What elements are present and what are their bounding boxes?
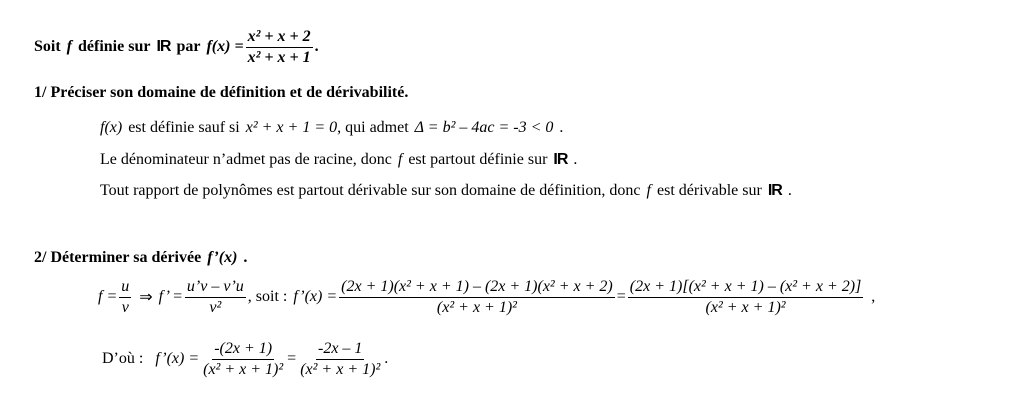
equals-sign: = xyxy=(616,288,626,306)
q2-rule-line xyxy=(98,278,875,316)
intro-numerator: x² + x + 2 xyxy=(246,28,313,48)
rule-f-eq: f = xyxy=(98,288,118,306)
quotient-rule-denominator: v² xyxy=(209,298,222,316)
intro-denominator: x² + x + 1 xyxy=(247,48,311,66)
intro-par: par xyxy=(176,38,201,56)
intro-line xyxy=(34,28,319,66)
result-denominator-2: (x² + x + 1)² xyxy=(300,360,381,378)
intro-fraction xyxy=(246,28,313,66)
rule-end: , xyxy=(871,288,876,306)
u-over-v-fraction xyxy=(119,278,131,316)
intro-lead: Soit xyxy=(34,38,61,56)
q1-line2-text2: est partout définie sur xyxy=(408,151,548,168)
q1-line3-text2: est dérivable sur xyxy=(656,182,762,199)
intro-defined-on: définie sur xyxy=(78,38,151,56)
q1-line2-end: . xyxy=(573,151,578,168)
intro-end: . xyxy=(314,38,319,56)
q1-line2 xyxy=(100,151,577,169)
q2-heading-func: f’(x) xyxy=(207,249,238,266)
derivative-numerator-1: (2x + 1)(x² + x + 1) – (2x + 1)(x² + x + 2) xyxy=(339,278,615,298)
reals-symbol: IR xyxy=(553,151,568,168)
result-denominator-1: (x² + x + 1)² xyxy=(203,360,284,378)
result-fpx: f’(x) = xyxy=(155,350,200,368)
q1-line1-end: . xyxy=(559,119,564,136)
result-numerator-2: -2x – 1 xyxy=(316,340,364,360)
derivative-numerator-2: (2x + 1)[(x² + x + 1) – (x² + x + 2)] xyxy=(628,278,864,298)
equals-sign: = xyxy=(287,350,297,368)
q2-heading-end: . xyxy=(243,249,248,266)
rule-soit: , soit : xyxy=(247,288,288,306)
q1-line1-fx: f(x) xyxy=(100,119,123,136)
q1-line1-text1: est définie sauf si xyxy=(128,119,240,136)
derivative-denominator-2: (x² + x + 1)² xyxy=(705,298,786,316)
v-denominator: v xyxy=(121,298,129,316)
q1-line1-eq: x² + x + 1 = 0 xyxy=(245,119,338,136)
rule-fprime-eq: f’ = xyxy=(158,288,183,306)
q2-heading xyxy=(34,249,247,267)
q2-result-line xyxy=(102,340,388,378)
q1-line1-text2: , qui admet xyxy=(337,119,409,136)
result-dou: D’où : xyxy=(102,350,144,368)
result-numerator-1: -(2x + 1) xyxy=(212,340,274,360)
intro-fx: f(x) = xyxy=(206,38,244,56)
intro-func: f xyxy=(66,38,72,56)
q1-heading: 1/ Préciser son domaine de définition et de dérivabilité. xyxy=(34,84,409,101)
quotient-rule-fraction xyxy=(185,278,246,316)
q1-line1-delta: Δ = b² – 4ac = -3 < 0 xyxy=(414,119,554,136)
implies-symbol: ⇒ xyxy=(139,289,153,307)
q1-line3 xyxy=(100,182,792,200)
q1-line3-f: f xyxy=(646,182,651,199)
result-fraction-2 xyxy=(298,340,382,378)
derivative-fraction-2 xyxy=(628,278,864,316)
u-numerator: u xyxy=(119,278,131,298)
derivative-fraction-1 xyxy=(339,278,615,316)
quotient-rule-numerator: u’v – v’u xyxy=(185,278,246,298)
q2-heading-text: 2/ Déterminer sa dérivée xyxy=(34,249,202,266)
reals-symbol: IR xyxy=(156,38,171,56)
q1-line3-text1: Tout rapport de polynômes est partout dérivable sur son domaine de définition, donc xyxy=(100,182,641,199)
q1-line2-f: f xyxy=(397,151,403,168)
derivative-denominator-1: (x² + x + 1)² xyxy=(436,298,517,316)
q1-line3-end: . xyxy=(787,182,792,199)
result-end: . xyxy=(384,350,389,368)
q1-line1 xyxy=(100,119,563,137)
q1-line2-text1: Le dénominateur n’admet pas de racine, donc xyxy=(100,151,392,168)
rule-fpx: f’(x) = xyxy=(293,288,338,306)
reals-symbol: IR xyxy=(767,182,782,199)
result-fraction-1 xyxy=(201,340,285,378)
